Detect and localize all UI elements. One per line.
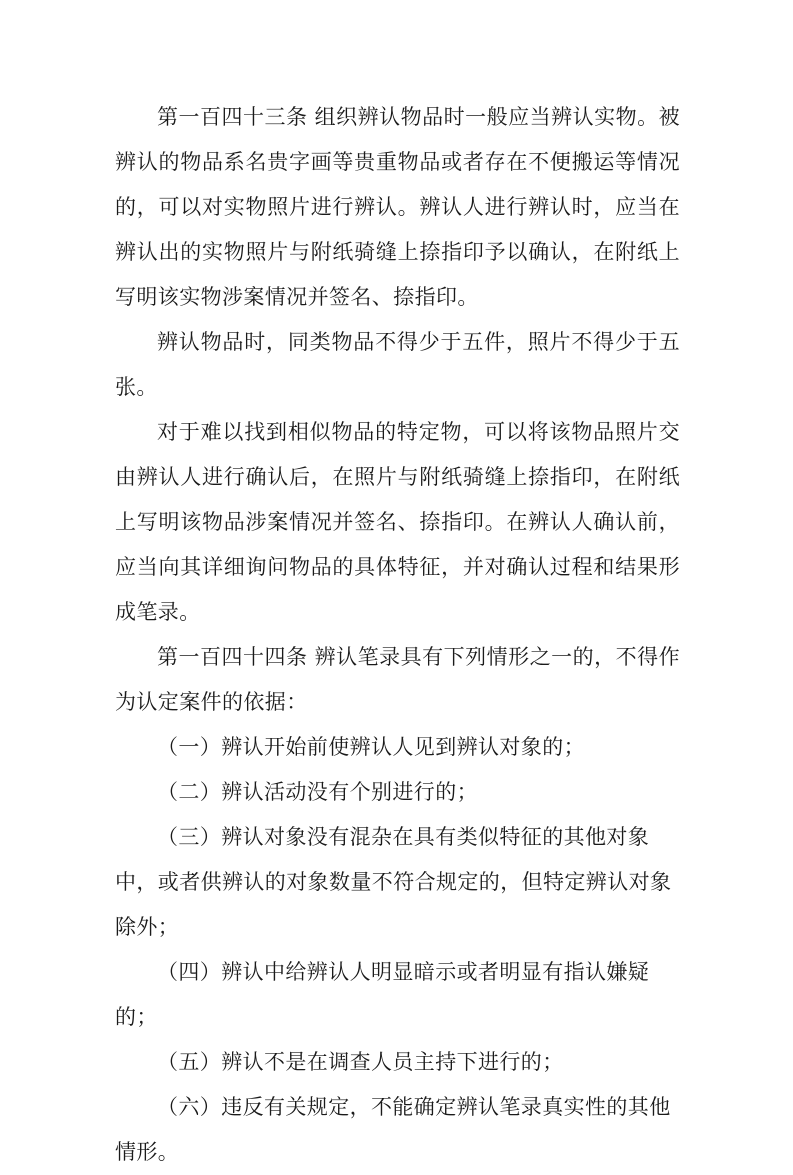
article-144-item-5: （五）辨认不是在调查人员主持下进行的；	[157, 1050, 564, 1074]
article-144-item-2: （二）辨认活动没有个别进行的；	[157, 780, 478, 804]
document-body	[115, 95, 680, 1175]
article-144-item-4: （四）辨认中给辨认人明显暗示或者明显有指认嫌疑的；	[115, 960, 650, 1029]
article-143-quantity-paragraph: 辨认物品时，同类物品不得少于五件，照片不得少于五张。	[115, 330, 680, 399]
article-143-paragraph: 第一百四十三条 组织辨认物品时一般应当辨认实物。被辨认的物品系名贵字画等贵重物品或者存在不便搬运等情况的，可以对实物照片进行辨认。辨认人进行辨认时，应当在辨认出的实物照片与附纸骑缝上捺指印予以确认，在附纸上写明该实物涉案情况并签名、捺指印。	[115, 105, 680, 309]
article-144-paragraph: 第一百四十四条 辨认笔录具有下列情形之一的，不得作为认定案件的依据：	[115, 645, 680, 714]
article-144-item-1: （一）辨认开始前使辨认人见到辨认对象的；	[157, 735, 585, 759]
article-143-special-item-paragraph: 对于难以找到相似物品的特定物，可以将该物品照片交由辨认人进行确认后，在照片与附纸骑缝上捺指印，在附纸上写明该物品涉案情况并签名、捺指印。在辨认人确认前，应当向其详细询问物品的具体特征，并对确认过程和结果形成笔录。	[115, 420, 680, 624]
article-144-item-3: （三）辨认对象没有混杂在具有类似特征的其他对象中，或者供辨认的对象数量不符合规定的，但特定辨认对象除外；	[115, 825, 672, 939]
article-144-item-6: （六）违反有关规定，不能确定辨认笔录真实性的其他情形。	[115, 1095, 671, 1164]
